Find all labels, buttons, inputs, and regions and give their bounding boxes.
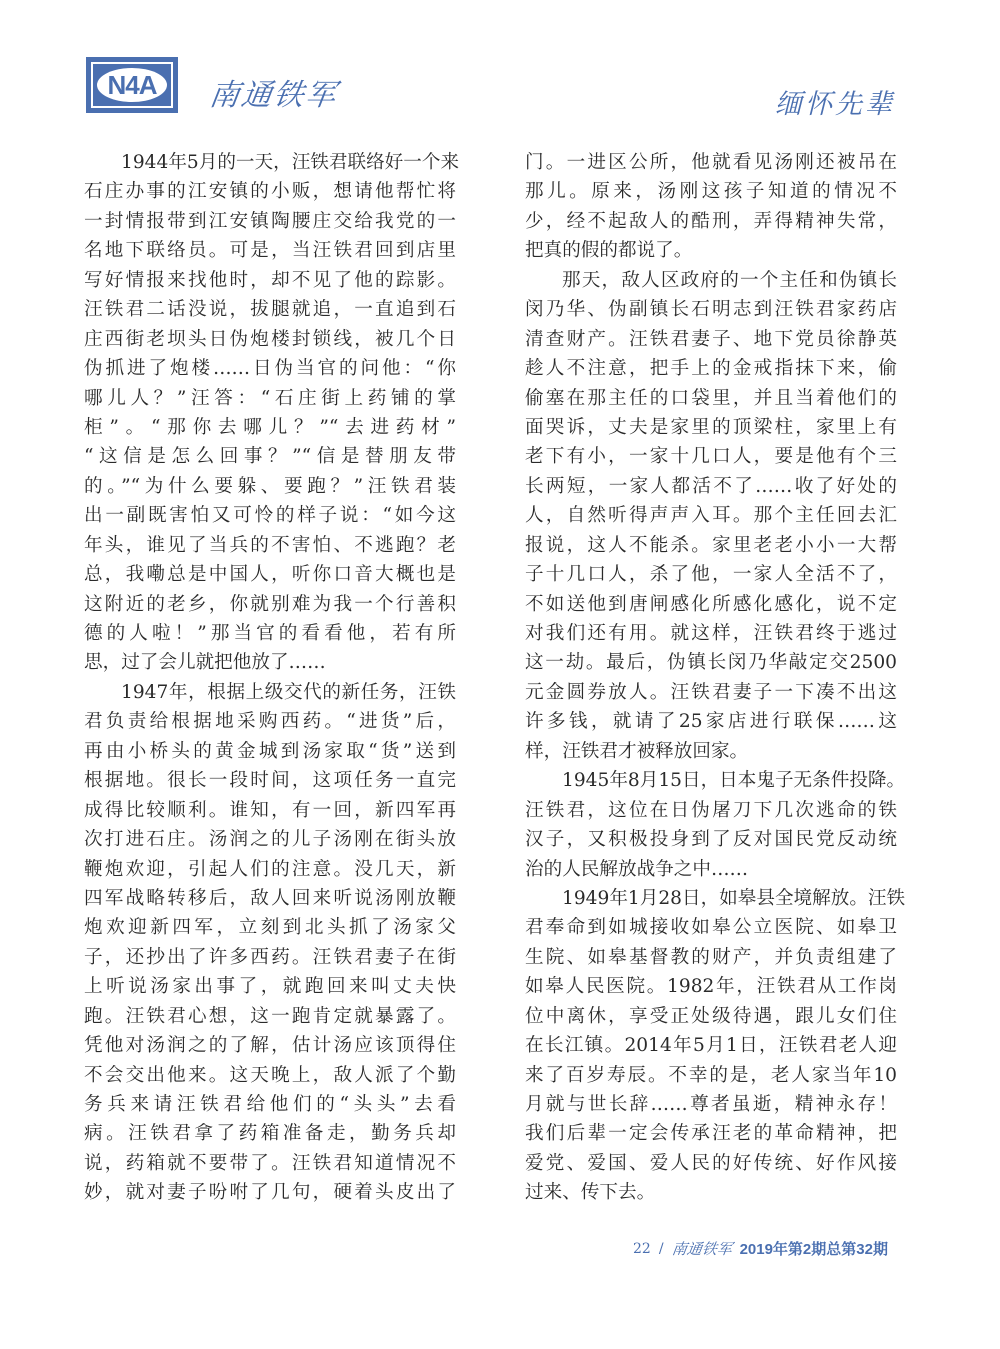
text-line: 跑。汪铁君心想，这一跑肯定就暴露了。: [84, 1005, 456, 1027]
text-line: 老下有小，一家十几口人，要是他有个三: [525, 446, 897, 468]
text-line: 生院、如皋基督教的财产，并负责组建了: [525, 946, 897, 968]
text-line: 成得比较顺利。谁知，有一回，新四军再: [84, 799, 456, 821]
text-line: 病。汪铁君拿了药箱准备走，勤务兵却: [84, 1123, 456, 1145]
text-line: 偷塞在那主任的口袋里，并且当着他们的: [525, 387, 897, 409]
text-line: 爱党、爱国、爱人民的好传统、好作风接: [525, 1152, 897, 1174]
text-line: 鞭炮欢迎，引起人们的注意。没几天，新: [84, 858, 456, 880]
n4a-logo: [86, 57, 178, 113]
text-line: 一封情报带到江安镇陶腰庄交给我党的一: [84, 210, 456, 232]
text-line: 那天，敌人区政府的一个主任和伪镇长: [562, 269, 897, 291]
text-line: 写好情报来找他时，却不见了他的踪影。: [84, 269, 456, 291]
text-line: 哪儿人？”汪答：“石庄街上药铺的掌: [84, 387, 456, 409]
section-title: 缅怀先辈: [775, 89, 895, 120]
text-line: 汪铁君，这位在日伪屠刀下几次逃命的铁: [525, 799, 897, 821]
logo-text: N4A: [107, 69, 157, 100]
text-line: 1949年1月28日，如皋县全境解放。汪铁: [562, 887, 906, 909]
text-line: 人，自然听得声声入耳。那个主任回去汇: [525, 505, 897, 527]
text-line: 炮欢迎新四军，立刻到北头抓了汤家父: [84, 917, 456, 939]
text-line: 石庄办事的江安镇的小贩，想请他帮忙将: [84, 181, 456, 203]
text-line: 君奉命到如城接收如皋公立医院、如皋卫: [525, 917, 897, 939]
text-line: 把真的假的都说了。: [525, 240, 693, 262]
footer-brand: 南通铁军: [670, 1240, 733, 1258]
page-number: 22: [633, 1240, 651, 1257]
text-line: 月就与世长辞……尊者虽逝，精神永存！: [525, 1094, 897, 1115]
text-line: 伪抓进了炮楼……日伪当官的问他：“你: [84, 358, 456, 380]
text-line: 汉子，又积极投身到了反对国民党反动统: [525, 829, 897, 851]
text-line: 我们后辈一定会传承汪老的革命精神，把: [525, 1123, 897, 1145]
text-line: 四军战略转移后，敌人回来听说汤刚放鞭: [84, 887, 456, 909]
magazine-brand: 南通铁军: [207, 78, 340, 113]
text-line: 许多钱，就请了25家店进行联保……这: [525, 711, 897, 733]
text-line: 那儿。原来，汤刚这孩子知道的情况不: [525, 181, 897, 203]
text-line: 汪铁君二话没说，拔腿就追，一直追到石: [84, 299, 456, 321]
text-line: 门。一进区公所，他就看见汤刚还被吊在: [525, 152, 897, 173]
text-line: 少，经不起敌人的酷刑，弄得精神失常，: [525, 210, 897, 232]
text-line: 面哭诉，丈夫是家里的顶梁柱，家里上有: [525, 416, 897, 438]
text-line: 1947年，根据上级交代的新任务，汪铁: [121, 681, 456, 703]
text-line: 闵乃华、伪副镇长石明志到汪铁君家药店: [525, 299, 897, 321]
text-line: 庄西街老坝头日伪炮楼封锁线，被几个日: [84, 328, 456, 350]
text-line: 柜”。“那你去哪儿？”“去进药材”: [84, 416, 456, 438]
text-line: 过来、传下去。: [525, 1182, 656, 1204]
right-column: [525, 148, 906, 1208]
footer-separator: /: [658, 1240, 664, 1257]
page-footer: [633, 1238, 888, 1259]
issue-info: 2019年第2期总第32期: [739, 1241, 888, 1258]
text-line: 总，我嘞总是中国人，听你口音大概也是: [84, 564, 456, 586]
text-line: 次打进石庄。汤润之的儿子汤刚在街头放: [84, 829, 456, 851]
text-line: 这附近的老乡，你就别难为我一个行善积: [84, 593, 456, 615]
text-line: 凭他对汤润之的了解，估计汤应该顶得住: [84, 1035, 456, 1057]
text-line: 再由小桥头的黄金城到汤家取“货”送到: [84, 740, 456, 762]
text-line: 子，还抄出了许多西药。汪铁君妻子在街: [84, 946, 456, 968]
text-line: 治的人民解放战争之中……: [525, 858, 749, 880]
text-line: 务兵来请汪铁君给他们的“头头”去看: [84, 1094, 456, 1115]
text-line: 清查财产。汪铁君妻子、地下党员徐静英: [525, 328, 897, 350]
text-line: 的。”“为什么要躲、要跑？”汪铁君装: [84, 475, 456, 497]
text-line: 子十几口人，杀了他，一家人全活不了，: [525, 564, 897, 586]
text-line: 妙，就对妻子吩咐了几句，硬着头皮出了: [84, 1182, 456, 1204]
text-line: “这信是怎么回事？”“信是替朋友带: [84, 446, 456, 468]
text-line: 名地下联络员。可是，当汪铁君回到店里: [84, 240, 456, 262]
text-line: 1944年5月的一天，汪铁君联络好一个来: [121, 152, 460, 173]
text-line: 思，过了会儿就把他放了……: [84, 652, 326, 674]
text-line: 在长江镇。2014年5月1日，汪铁君老人迎: [525, 1035, 897, 1057]
text-line: 趁人不注意，把手上的金戒指抹下来，偷: [525, 358, 897, 380]
text-line: 元金圆券放人。汪铁君妻子一下凑不出这: [525, 681, 897, 703]
text-line: 样，汪铁君才被释放回家。: [525, 740, 749, 762]
text-line: 不会交出他来。这天晚上，敌人派了个勤: [84, 1064, 456, 1086]
text-line: 说，药箱就不要带了。汪铁君知道情况不: [84, 1152, 456, 1174]
text-line: 出一副既害怕又可怜的样子说：“如今这: [84, 505, 456, 527]
text-line: 报说，这人不能杀。家里老老小小一大帮: [525, 534, 897, 556]
text-line: 根据地。很长一段时间，这项任务一直完: [84, 770, 456, 792]
text-line: 上听说汤家出事了，就跑回来叫丈夫快: [84, 976, 456, 998]
text-line: 位中离休，享受正处级待遇，跟儿女们住: [525, 1005, 897, 1027]
text-line: 来了百岁寿辰。不幸的是，老人家当年10: [525, 1064, 897, 1086]
text-line: 年头，谁见了当兵的不害怕、不逃跑？老: [84, 534, 456, 556]
text-line: 不如送他到唐闸感化所感化感化，说不定: [525, 593, 897, 615]
text-line: 如皋人民医院。1982年，汪铁君从工作岗: [525, 976, 897, 998]
text-line: 德的人啦！”那当官的看看他，若有所: [84, 623, 456, 644]
text-line: 这一劫。最后，伪镇长闵乃华敲定交2500: [525, 652, 897, 674]
text-line: 1945年8月15日，日本鬼子无条件投降。: [562, 770, 906, 792]
text-line: 长两短，一家人都活不了……收了好处的: [525, 475, 897, 497]
left-column: [84, 148, 460, 1208]
text-line: 君负责给根据地采购西药。“进货”后，: [84, 711, 456, 733]
text-line: 对我们还有用。就这样，汪铁君终于逃过: [525, 623, 897, 644]
